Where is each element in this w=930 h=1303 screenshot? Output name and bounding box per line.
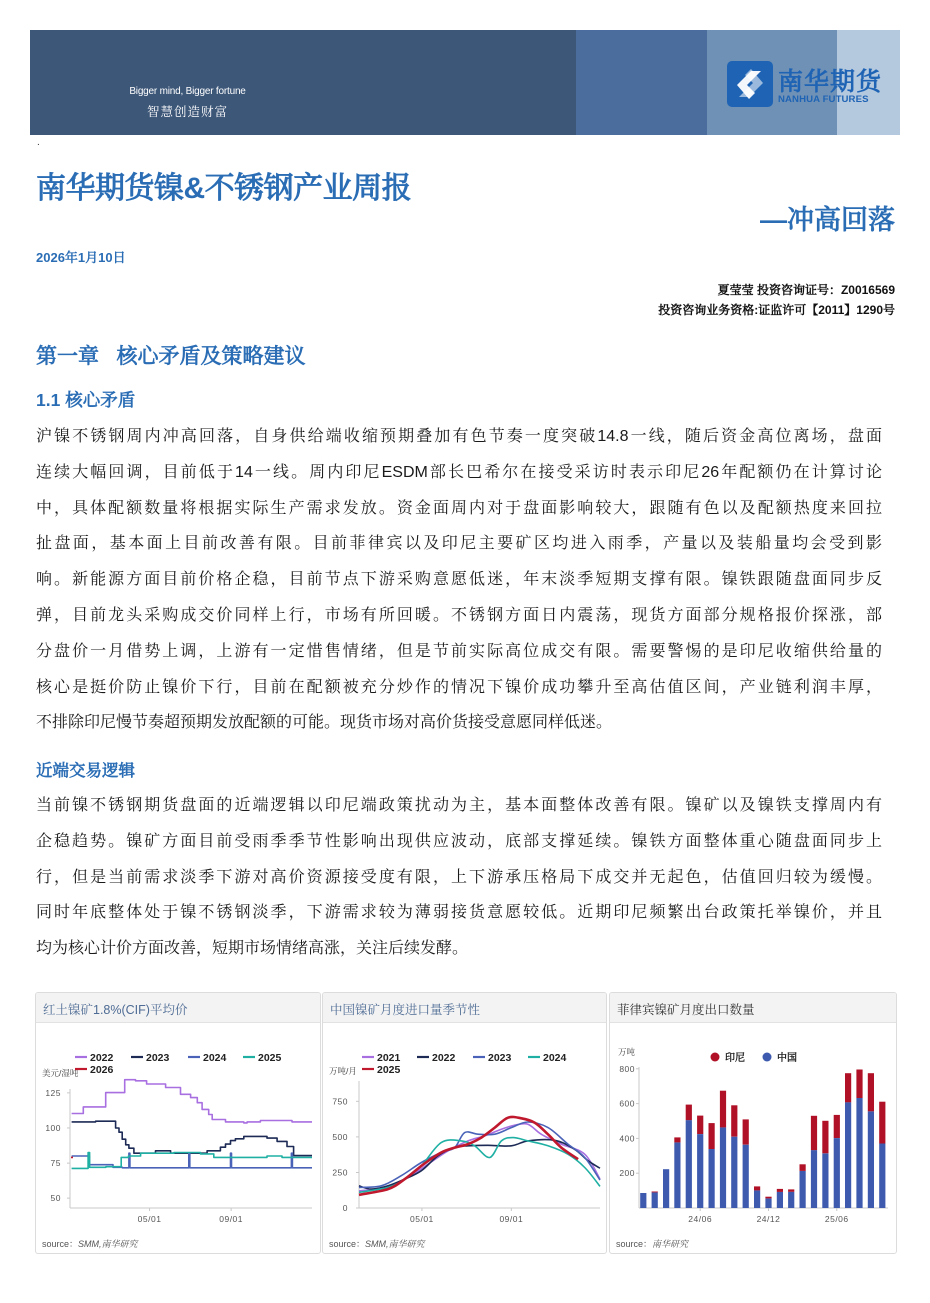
bar-segment-25/02-中国 bbox=[788, 1192, 794, 1208]
legend-label: 2023 bbox=[146, 1052, 170, 1064]
bar-segment-24/09-印尼 bbox=[731, 1105, 737, 1136]
paragraph-line: 响。新能源方面目前价格企稳，目前节点下游采购意愿低迷，年末淡季短期支撑有限。镍铁跟随盘面同步反 bbox=[36, 571, 882, 589]
chart-title: 中国镍矿月度进口量季节性 bbox=[330, 1003, 481, 1017]
legend-label: 2022 bbox=[432, 1052, 456, 1064]
chart-source: source：SMM,南华研究 bbox=[329, 1239, 425, 1249]
y-tick-label: 250 bbox=[332, 1167, 348, 1178]
series-line-2025 bbox=[72, 1153, 312, 1169]
report-title: 南华期货镍&不锈钢产业周报 bbox=[36, 172, 412, 205]
legend-label: 2022 bbox=[90, 1052, 114, 1064]
y-tick-label: 200 bbox=[619, 1168, 635, 1179]
subsection-heading-near-term: 近端交易逻辑 bbox=[36, 762, 135, 780]
y-tick-label: 50 bbox=[50, 1193, 61, 1204]
report-date: 2026年1月10日 bbox=[36, 250, 126, 265]
y-tick-label: 125 bbox=[45, 1087, 61, 1098]
core-conflict-paragraph bbox=[36, 419, 882, 741]
bar-segment-25/05-中国 bbox=[822, 1153, 828, 1208]
x-tick-label: 05/01 bbox=[137, 1214, 162, 1224]
paragraph-line: 均为核心计价方面改善，短期市场情绪高涨，关注后续发酵。 bbox=[36, 940, 469, 958]
header-banner bbox=[30, 30, 900, 135]
legend-label: 2024 bbox=[203, 1052, 227, 1064]
chart-panel-china-imports bbox=[322, 992, 607, 1254]
paragraph-line: 连续大幅回调，目前低于14一线。周内印尼ESDM部长巴希尔在接受采访时表示印尼26年配额仍在计算讨论 bbox=[36, 463, 882, 481]
y-axis-unit-label: 万吨/月 bbox=[329, 1066, 357, 1076]
chart-title: 红土镍矿1.8%(CIF)平均价 bbox=[43, 1003, 188, 1017]
nanhua-logo-icon bbox=[727, 61, 773, 107]
legend-label: 印尼 bbox=[725, 1053, 745, 1064]
bar-segment-25/05-印尼 bbox=[822, 1121, 828, 1154]
bar-segment-24/02-印尼 bbox=[652, 1192, 658, 1193]
paragraph-line: 不排除印尼慢节奏超预期发放配额的可能。现货市场对高价货接受意愿同样低迷。 bbox=[36, 714, 613, 732]
bar-segment-25/06-印尼 bbox=[834, 1115, 840, 1138]
y-tick-label: 800 bbox=[619, 1063, 635, 1074]
bar-segment-25/09-中国 bbox=[868, 1111, 874, 1208]
legend-label: 2025 bbox=[258, 1052, 282, 1064]
bar-segment-24/05-中国 bbox=[686, 1120, 692, 1208]
x-tick-label: 09/01 bbox=[219, 1214, 244, 1224]
x-tick-label: 09/01 bbox=[499, 1214, 524, 1224]
series-line-2023 bbox=[72, 1121, 312, 1155]
slogan-chinese: 智慧创造财富 bbox=[146, 105, 228, 119]
y-axis-unit-label: 万吨 bbox=[618, 1047, 636, 1057]
bar-segment-24/08-中国 bbox=[720, 1127, 726, 1208]
author-credential: 夏莹莹 投资咨询证号：Z0016569 bbox=[717, 283, 895, 297]
x-tick-label: 05/01 bbox=[410, 1214, 434, 1224]
bar-segment-24/06-印尼 bbox=[697, 1116, 703, 1134]
philippine-exports-stacked-bar-chart bbox=[610, 993, 897, 1254]
y-tick-label: 75 bbox=[50, 1158, 61, 1169]
bar-segment-25/03-印尼 bbox=[800, 1164, 806, 1171]
paragraph-line: 中，具体配额数量将根据实际生产需求发放。资金面周内对于盘面影响较大，跟随有色以及配额热度来回拉 bbox=[36, 499, 882, 517]
logo-text-chinese: 南华期货 bbox=[778, 68, 883, 96]
legend-dot bbox=[711, 1053, 720, 1062]
chapter-heading: 第一章 核心矛盾及策略建议 bbox=[36, 345, 306, 368]
x-tick-label: 24/06 bbox=[688, 1214, 713, 1224]
y-tick-label: 750 bbox=[332, 1096, 348, 1107]
bar-segment-25/07-中国 bbox=[845, 1102, 851, 1208]
bar-segment-24/07-印尼 bbox=[709, 1123, 715, 1149]
report-subtitle: —冲高回落 bbox=[760, 205, 895, 235]
y-tick-label: 500 bbox=[332, 1131, 348, 1142]
paragraph-line: 扯盘面，基本面上目前改善有限。目前菲律宾以及印尼主要矿区均进入雨季，产量以及装船量均会受到影 bbox=[36, 535, 882, 553]
chart-source-name: 南华研究 bbox=[652, 1239, 689, 1249]
bar-segment-24/03-中国 bbox=[663, 1169, 669, 1208]
bar-segment-24/04-印尼 bbox=[674, 1137, 680, 1142]
bar-segment-25/06-中国 bbox=[834, 1138, 840, 1208]
chart-source-name: SMM,南华研究 bbox=[365, 1239, 425, 1249]
paragraph-line: 弹，目前龙头采购成交价同样上行，市场有所回暖。不锈钢方面日内震荡，现货方面部分规格报价探涨，部 bbox=[36, 606, 882, 624]
bar-segment-25/03-中国 bbox=[800, 1171, 806, 1208]
bar-segment-25/08-中国 bbox=[856, 1098, 862, 1208]
chart-title: 菲律宾镍矿月度出口数量 bbox=[617, 1003, 755, 1017]
slogan-english: Bigger mind, Bigger fortune bbox=[129, 86, 246, 97]
legend-dot bbox=[763, 1053, 772, 1062]
bar-segment-25/07-印尼 bbox=[845, 1073, 851, 1102]
section-heading-core-conflict: 1.1 核心矛盾 bbox=[36, 390, 136, 410]
y-tick-label: 100 bbox=[45, 1122, 61, 1133]
paragraph-line: 同时年底整体处于镍不锈钢淡季，下游需求较为薄弱接货意愿较低。近期印尼频繁出台政策托举镍价，并且 bbox=[36, 904, 882, 922]
bar-segment-25/10-中国 bbox=[879, 1143, 885, 1208]
bar-segment-24/08-印尼 bbox=[720, 1091, 726, 1128]
bar-segment-24/04-中国 bbox=[674, 1142, 680, 1208]
bar-segment-24/12-中国 bbox=[765, 1198, 771, 1208]
paragraph-line: 行，但是当前需求淡季下游对高价资源接受度有限，上下游承压格局下成交并无起色，估值回归较为缓慢。 bbox=[36, 868, 882, 886]
paragraph-line: 企稳趋势。镍矿方面目前受雨季季节性影响出现供应波动，底部支撑延续。镍铁方面整体重心随盘面同步上 bbox=[36, 832, 882, 850]
bar-segment-24/12-印尼 bbox=[765, 1197, 771, 1199]
series-line-2025 bbox=[359, 1117, 578, 1195]
y-axis-unit-label: 美元/湿吨 bbox=[42, 1068, 79, 1078]
bar-segment-24/11-印尼 bbox=[754, 1186, 760, 1190]
y-tick-label: 600 bbox=[619, 1098, 635, 1109]
bar-segment-24/05-印尼 bbox=[686, 1105, 692, 1121]
legend-label: 中国 bbox=[777, 1053, 797, 1064]
series-line-2022 bbox=[359, 1140, 600, 1189]
bar-segment-24/09-中国 bbox=[731, 1137, 737, 1208]
series-line-2023 bbox=[359, 1122, 600, 1187]
bar-segment-25/02-印尼 bbox=[788, 1189, 794, 1191]
bar-segment-25/01-印尼 bbox=[777, 1189, 783, 1192]
bar-segment-25/09-印尼 bbox=[868, 1073, 874, 1111]
bar-segment-24/06-中国 bbox=[697, 1134, 703, 1208]
license-info: 投资咨询业务资格:证监许可【2011】1290号 bbox=[658, 303, 895, 317]
laterite-price-line-chart bbox=[36, 993, 321, 1254]
legend-label: 2021 bbox=[377, 1052, 401, 1064]
chart-source: source：南华研究 bbox=[616, 1239, 689, 1249]
series-line-2022 bbox=[72, 1080, 312, 1123]
bar-segment-24/10-中国 bbox=[743, 1145, 749, 1208]
bar-segment-25/10-印尼 bbox=[879, 1102, 885, 1144]
bar-segment-25/08-印尼 bbox=[856, 1070, 862, 1099]
y-tick-label: 0 bbox=[342, 1203, 348, 1213]
chart-panel-philippine-exports bbox=[609, 992, 897, 1254]
legend-label: 2026 bbox=[90, 1064, 114, 1076]
x-tick-label: 25/06 bbox=[824, 1214, 849, 1224]
legend-label: 2025 bbox=[377, 1064, 401, 1076]
bar-segment-24/02-中国 bbox=[652, 1192, 658, 1208]
chart-source-name: SMM,南华研究 bbox=[78, 1239, 138, 1249]
bar-segment-24/10-印尼 bbox=[743, 1119, 749, 1144]
bar-segment-24/07-中国 bbox=[709, 1149, 715, 1208]
china-imports-seasonal-line-chart bbox=[323, 993, 607, 1254]
chart-source: source：SMM,南华研究 bbox=[42, 1239, 138, 1249]
x-tick-label: 24/12 bbox=[756, 1214, 781, 1224]
legend-label: 2024 bbox=[543, 1052, 567, 1064]
bar-segment-24/11-中国 bbox=[754, 1190, 760, 1208]
y-tick-label: 400 bbox=[619, 1133, 635, 1144]
paragraph-line: 核心是挺价防止镍价下行，目前在配额被充分炒作的情况下镍价成功攀升至高估值区间，产业链利润丰厚， bbox=[36, 678, 882, 696]
bar-segment-25/01-中国 bbox=[777, 1192, 783, 1208]
bar-segment-25/04-中国 bbox=[811, 1150, 817, 1208]
bar-segment-25/04-印尼 bbox=[811, 1116, 817, 1150]
paragraph-line: 当前镍不锈钢期货盘面的近端逻辑以印尼端政策扰动为主，基本面整体改善有限。镍矿以及镍铁支撑周内有 bbox=[36, 797, 882, 814]
paragraph-line: 分盘价一月借势上调，上游有一定惜售情绪，但是节前实际高位成交有限。需要警惕的是印尼收缩供给量的 bbox=[36, 642, 882, 660]
logo-text-english: NANHUA FUTURES bbox=[778, 94, 869, 105]
near-term-paragraph bbox=[36, 788, 882, 967]
bar-segment-24/01-中国 bbox=[640, 1193, 646, 1208]
page-marker: . bbox=[37, 137, 40, 148]
legend-label: 2023 bbox=[488, 1052, 512, 1064]
banner-band-mid bbox=[576, 30, 707, 135]
chart-panel-laterite-price bbox=[35, 992, 321, 1254]
paragraph-line: 沪镍不锈钢周内冲高回落，自身供给端收缩预期叠加有色节奏一度突破14.8一线，随后资金高位离场，盘面 bbox=[36, 428, 882, 445]
